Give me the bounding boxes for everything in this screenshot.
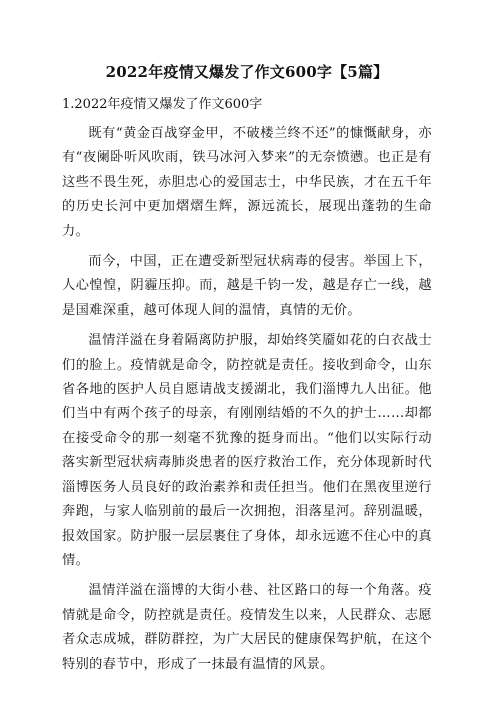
paragraph-3: 温情洋溢在身着隔离防护服，却始终笑靥如花的白衣战士们的脸上。疫情就是命令，防控就是责任。接收到命令，山东省各地的医护人员自愿请战支援湖北，我们淄博九人出征。他们当中有两个孩子的母亲，有刚刚结婚的不久的护士……却都在接受命令的那一刻毫不犹豫的挺身而出。“他们以实际行动落实新型冠状病毒肺炎患者的医疗救治工作，充分体现新时代淄博医务人员良好的政治素养和责任担当。他们在黑夜里逆行奔跑，与家人临别前的最后一次拥抱，泪落星河。辞别温暖，报效国家。防护服一层层裹住了身体，却永远遮不住心中的真情。 [62,333,432,568]
document-title: 2022年疫情又爆发了作文600字【5篇】 [105,63,389,81]
paragraph-2: 而今，中国，正在遭受新型冠状病毒的侵害。举国上下，人心惶惶，阴霾压抑。而，越是千钧一发，越是存亡一线，越是国难深重，越可体现人间的温情，真情的无价。 [62,254,432,318]
section-heading: 1.2022年疫情又爆发了作文600字 [62,97,263,112]
paragraph-4: 温情洋溢在淄博的大街小巷、社区路口的每一个角落。疫情就是命令，防控就是责任。疫情发生以来，人民群众、志愿者众志成城，群防群控，为广大居民的健康保驾护航，在这个特别的春节中，形成了一抹最有温情的风景。 [62,583,432,672]
paragraph-1: 既有“黄金百战穿金甲，不破楼兰终不还”的慷慨献身，亦有“夜阑卧听风吹雨，铁马冰河入梦来”的无奈愤懑。也正是有这些不畏生死，赤胆忠心的爱国志士，中华民族，才在五千年的历史长河中更加熠熠生辉，源远流长，展现出蓬勃的生命力。 [62,126,432,239]
